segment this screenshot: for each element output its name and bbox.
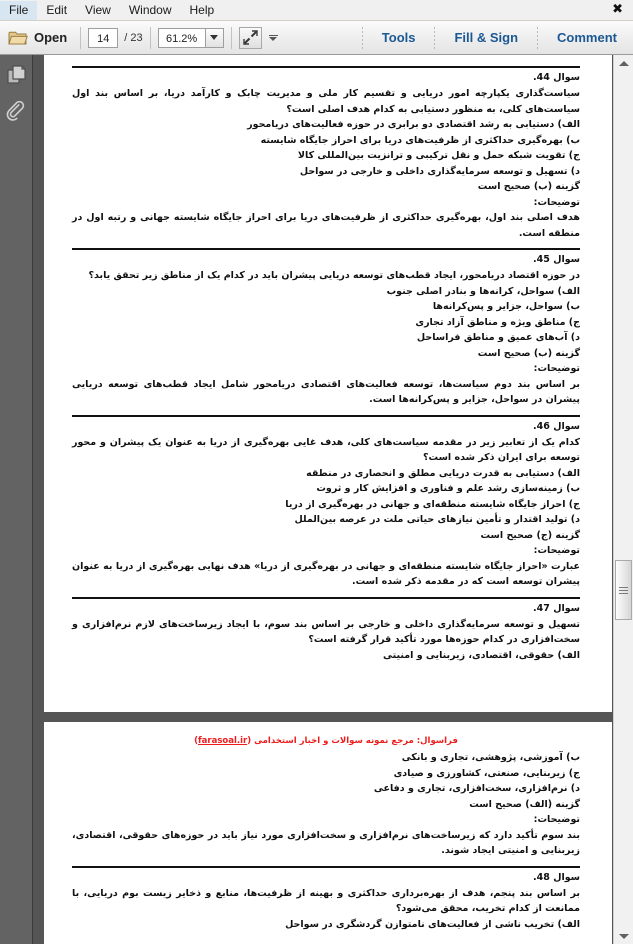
question-option: ب) زمینه‌سازی رشد علم و فناوری و افزایش کار و ثروت [316,483,580,494]
menu-edit[interactable]: Edit [46,2,68,17]
watermark-link[interactable]: farasoal.ir [197,736,248,746]
answer-text: گزینه (ب) صحیح است [477,347,580,359]
menu-bar [0,0,633,21]
question-option: د) تولید اقتدار و تأمین نیازهای حیاتی ملت در عرصه بین‌الملل [294,514,580,525]
chevron-down-icon [210,35,218,40]
block-divider [72,66,580,68]
scroll-up-button[interactable] [614,55,633,71]
question-option: ب) آموزشی، پژوهشی، تجاری و بانکی [401,752,580,763]
scroll-down-button[interactable] [614,928,633,944]
overflow-bar [269,35,278,36]
watermark-header [72,726,580,750]
page-total-label: / 23 [124,31,143,44]
zoom-control [158,28,224,48]
answer-text: گزینه (الف) صحیح است [469,798,580,810]
question-option: ج) تقویت شبکه حمل و نقل ترکیبی و ترانزیت بین‌المللی کالا [297,150,580,161]
toolbar-separator-2 [150,27,151,49]
toolbar-separator-5 [434,27,435,49]
menu-view[interactable]: View [85,2,111,17]
pdf-page-2 [44,722,612,944]
watermark-prefix: فراسوال: مرجع نمونه سوالات و اخبار استخدامی ( [247,736,458,746]
open-label: Open [34,30,68,45]
question-option: ب) بهره‌گیری حداکثری از ظرفیت‌های دریا برای احراز جایگاه شایسته [260,134,580,146]
toolbar-overflow-button[interactable] [269,35,278,41]
block-divider [72,866,580,868]
sidebar-rail [0,55,33,944]
question-option: د) آب‌های عمیق و مناطق فراساحل [416,332,580,343]
explanation-label: توضیحات: [533,814,580,825]
grip-icon [619,587,628,594]
vertical-scrollbar[interactable] [613,55,633,944]
folder-open-icon [8,30,28,46]
explanation-text: هدف اصلی بند اول، بهره‌گیری حداکثری از ظرفیت‌های دریا برای احراز جایگاه شایسته جهانی و رتبه اول در منطقه است. [72,212,580,239]
zoom-dropdown-button[interactable] [205,28,224,48]
question-text: کدام یک از تعابیر زیر در مقدمه سیاست‌های کلی، هدف غایی بهره‌گیری از دریا به عنوان یک پیشران و محور توسعه برای ایران ذکر شده است؟ [72,436,580,463]
fill-and-sign-button[interactable]: Fill & Sign [454,30,519,45]
chevron-down-small-icon [269,37,277,41]
menu-file[interactable]: File [0,1,37,20]
explanation-text: عبارت «احراز جایگاه شایسته منطقه‌ای و جهانی در بهره‌گیری از دریا» هدف نهایی بهره‌گیری از دریا به عنوان پیشران توسعه است که در مقدمه ذکر شده است. [72,560,580,587]
page-1-content [44,55,612,667]
fit-arrows-icon [243,30,258,45]
close-icon[interactable]: ✖ [612,2,623,17]
question-text: تسهیل و توسعه سرمایه‌گذاری داخلی و خارجی بر اساس بند سوم، با ایجاد زیرساخت‌های لازم نرم‌افزاری و سخت‌افزاری در کدام حوزه‌ها مورد تأکید قرار گرفته است؟ [72,618,580,645]
toolbar-separator-1 [80,27,81,49]
block-divider [72,248,580,250]
scrollbar-thumb[interactable] [615,560,632,620]
paperclip-icon [5,101,27,123]
question-option: ج) احراز جایگاه شایسته منطقه‌ای و جهانی در بهره‌گیری از دریا [285,498,580,510]
toolbar [0,21,633,55]
block-divider [72,415,580,417]
triangle-up-icon [619,61,629,66]
explanation-text: بند سوم تأکید دارد که زیرساخت‌های نرم‌افزاری و سخت‌افزاری مورد نیاز باید در حوزه‌های حقوقی، اقتصادی، زیربنایی و امنیتی ایجاد شوند. [72,829,580,856]
page-2-content [44,722,612,936]
sidebar-item-page-thumbnails[interactable] [0,55,32,93]
open-button[interactable] [4,28,73,48]
question-text: بر اساس بند پنجم، هدف از بهره‌برداری حداکثری و بهینه از ظرفیت‌ها، منابع و ذخایر زیست بوم دریایی، با ممانعت از کدام تخریب، محقق می‌شود؟ [72,887,580,914]
fit-page-button[interactable] [239,27,262,49]
question-option: ج) مناطق ویژه و مناطق آزاد تجاری [415,316,580,328]
question-option: ج) زیربنایی، صنعتی، کشاورزی و صیادی [393,767,580,779]
question-text: در حوزه اقتصاد دریامحور، ایجاد قطب‌های توسعه دریایی پیشران باید در کدام یک از مناطق زیر تحقق یابد؟ [88,270,580,281]
question-option: ب) سواحل، جزایر و پس‌کرانه‌ها [432,301,580,312]
question-option: الف) تخریب ناشی از فعالیت‌های نامتوازن گردشگری در سواحل [285,918,580,930]
pages-icon [6,64,27,85]
toolbar-separator-4 [362,27,363,49]
explanation-label: توضیحات: [533,196,580,208]
answer-text: گزینه (ب) صحیح است [477,181,580,192]
pdf-page-1 [44,55,612,712]
menu-window[interactable]: Window [128,2,172,17]
zoom-level-input[interactable]: 61.2% [158,28,205,48]
answer-text: گزینه (ج) صحیح است [480,529,580,541]
sidebar-item-attachments[interactable] [0,93,32,131]
question-text: سیاست‌گذاری یکپارچه امور دریایی و تقسیم کار ملی و مدیریت چابک و کارآمد دریا، بر اساس بند اول سیاست‌های کلی، به منظور دستیابی به کدام هدف اصلی است؟ [72,88,580,115]
question-option: الف) دستیابی به قدرت دریایی مطلق و انحصاری در منطقه [306,467,580,479]
question-number: سوال 44. [533,72,580,83]
explanation-text: بر اساس بند دوم سیاست‌ها، توسعه فعالیت‌های اقتصادی دریامحور شامل ایجاد قطب‌های توسعه دریایی پیشران در سواحل، جزایر و پس‌کرانه‌ها است. [72,378,580,405]
document-viewport[interactable] [33,55,613,944]
question-option: د) تسهیل و توسعه سرمایه‌گذاری داخلی و خارجی در سواحل [299,165,580,177]
question-number: سوال 47. [533,602,580,614]
question-option: الف) سواحل، کرانه‌ها و بنادر اصلی جنوب [386,285,580,297]
page-navigation [88,28,142,48]
comment-button[interactable]: Comment [557,30,617,45]
question-option: د) نرم‌افزاری، سخت‌افزاری، تجاری و دفاعی [373,783,580,794]
explanation-label: توضیحات: [533,545,580,556]
question-option: الف) حقوقی، اقتصادی، زیربنایی و امنیتی [383,649,580,661]
question-option: الف) دستیابی به رشد اقتصادی دو برابری در حوزه فعالیت‌های دریامحور [247,119,580,130]
page-number-input[interactable]: 14 [88,28,118,48]
toolbar-separator-6 [537,27,538,49]
question-number: سوال 48. [533,871,580,883]
menu-help[interactable]: Help [189,2,215,17]
toolbar-separator-3 [231,27,232,49]
explanation-label: توضیحات: [533,363,580,374]
watermark-suffix: ) [194,736,198,746]
question-number: سوال 45. [533,254,580,265]
question-number: سوال 46. [533,420,580,432]
triangle-down-icon [619,934,629,939]
block-divider [72,597,580,599]
tools-button[interactable]: Tools [381,30,416,45]
toolbar-right-group [355,27,629,49]
